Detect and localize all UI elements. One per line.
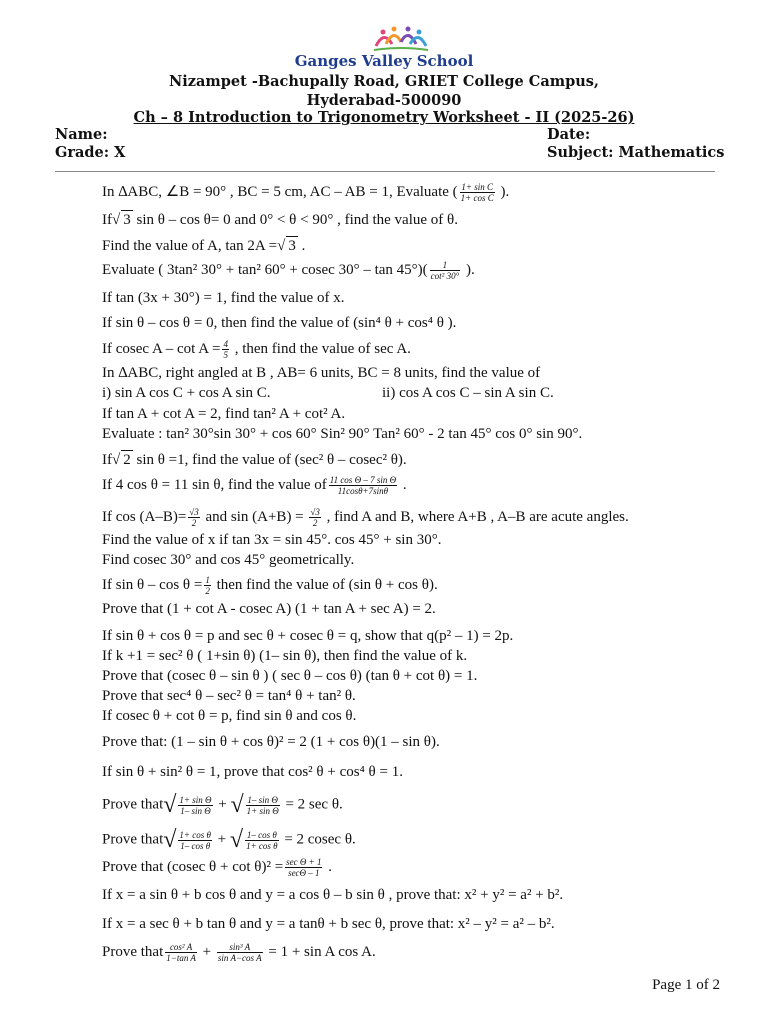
question-text-part: If tan A + cot A = 2, find tan² A + cot² A. [102,406,346,422]
sqrt-sign: √ [112,452,121,468]
question-text-part: If cos (A–B)= [102,508,187,525]
question-text-part: , then find the value of sec A. [230,340,411,357]
question-text-part: Find cosec 30° and cos 45° geometrically. [102,552,355,568]
fraction-numerator: 1 [205,575,210,585]
fraction-numerator: √3 [310,507,320,517]
question-text-part: In ∆ABC, right angled at B , AB= 6 units, BC = 8 units, find the value of [102,365,541,381]
question-text [102,687,356,705]
question-text-part: If sin θ + cos θ = p and sec θ + cosec θ = q, show that q(p² – 1) = 2p. [102,628,514,644]
school-name: Ganges Valley School [294,52,474,70]
question-text-part: + [198,943,215,960]
fraction-denominator: 11cosθ+7sinθ [337,486,389,496]
question-text-part: If tan (3x + 30°) = 1, find the value of x. [102,290,345,306]
fraction [309,507,320,528]
date-label: Date: [547,126,591,143]
fraction [217,942,263,963]
question-text [102,210,458,229]
question-text [102,647,467,665]
address-line-2: Hyderabad-500090 [306,92,462,109]
question-text [102,763,403,781]
question-text [102,405,345,423]
question-text-part: Prove that: (1 – sin θ + cos θ)² = 2 (1 + cos θ)(1 – sin θ). [102,734,440,750]
sqrt-sign: √ [112,212,121,228]
fraction-denominator: 1– cos θ [180,840,211,851]
question-text [102,667,477,685]
question-text [102,507,629,528]
sqrt-radicand: 3 [288,238,296,254]
fraction [178,795,212,816]
fraction [222,339,229,360]
fraction-denominator: 2 [191,518,197,528]
question-text-part: If 4 cos θ = 11 sin θ, find the value of [102,476,327,493]
fraction [188,507,199,528]
sqrt-sign: √ [163,827,177,853]
question-text-part: Prove that (cosec θ – sin θ ) ( sec θ – cos θ) (tan θ + cot θ) = 1. [102,668,478,684]
question-text [102,942,376,963]
question-text [102,857,332,878]
question-text [102,828,356,852]
fraction-numerator: 11 cos Θ – 7 sin Θ [329,475,397,485]
question-text-part: If cosec θ + cot θ = p, find sin θ and cos θ. [102,708,357,724]
question-text [102,364,540,382]
question-text [102,575,438,596]
fraction [329,475,397,496]
question-text [102,915,555,933]
fraction-denominator: 1+ cos θ [246,840,278,851]
fraction-numerator: 1+ cos θ [179,829,211,840]
question-text [102,289,344,307]
question-text-part: = 2 sec θ. [281,796,343,813]
question-text-part: If sin θ + sin² θ = 1, prove that cos² θ + cos⁴ θ = 1. [102,764,403,780]
question-text [102,339,411,360]
question-text-part: If x = a sec θ + b tan θ and y = a tanθ + b sec θ, prove that: x² – y² = a² – b². [102,916,555,932]
header-divider [55,171,715,172]
question-text-part: If x = a sin θ + b cos θ and y = a cos θ – b sin θ , prove that: x² + y² = a² + b². [102,887,564,903]
name-label: Name: [55,126,108,143]
sqrt-sign: √ [229,827,244,853]
question-text-part: If sin θ – cos θ = [102,576,203,593]
fraction-denominator: 2 [205,586,210,596]
question-text-part: Prove that (1 + cot A - cosec A) (1 + tan A + sec A) = 2. [102,601,436,617]
fraction-numerator: 1– cos θ [246,829,277,840]
question-text-part: ). [462,261,475,278]
fraction [165,942,197,963]
question-text-part: = 1 + sin A cos A. [264,943,376,960]
question-text [102,236,305,255]
question-text-part: If cosec A – cot A = [102,340,221,357]
fraction-numerator: sec Θ + 1 [286,857,322,867]
question-text-part: Prove that (cosec θ + cot θ)² = [102,858,284,875]
question-text-part: If sin θ – cos θ = 0, then find the value of (sin⁴ θ + cos⁴ θ ). [102,315,457,331]
question-text [102,260,475,281]
question-text-part: Find the value of x if tan 3x = sin 45°. cos 45° + sin 30°. [102,532,442,548]
question-text-part: then find the value of (sin θ + cos θ). [212,576,438,593]
sqrt-sign: √ [163,792,177,818]
question-text [102,733,440,751]
question-text-part: + [214,796,231,813]
question-text-part: sin θ – cos θ= 0 and 0° < θ < 90° , find the value of θ. [136,212,458,228]
fraction-numerator: 4 [223,339,228,349]
sqrt-sign: √ [277,238,286,254]
question-text [102,314,456,332]
fraction [430,260,461,281]
fraction-numerator: cos² A [165,942,197,953]
school-logo [370,26,432,54]
question-text-part: Prove that [102,796,164,813]
subpart-ii: ii) cos A cos C – sin A sin C. [382,385,554,401]
subject-label: Subject: Mathematics [547,144,725,161]
question-text-part: = 2 cosec θ. [280,831,356,848]
fraction-numerator: 1 [430,260,461,271]
worksheet-title: Ch – 8 Introduction to Trigonometry Worksheet - II (2025-26) [133,109,635,126]
fraction [285,857,322,878]
fraction-denominator: sin A−cos A [217,953,262,963]
question-text [102,425,582,443]
question-text-part: Evaluate : tan² 30°sin 30° + cos 60° Sin² 90° Tan² 60° - 2 tan 45° cos 0° sin 90°. [102,426,583,442]
fraction-numerator: sin³ A [217,942,263,953]
fraction [178,830,212,851]
fraction-numerator: 1+ sin Θ [179,794,212,805]
page-number: Page 1 of 2 [652,977,720,993]
grade-label: Grade: X [55,144,126,161]
fraction-denominator: cot² 30° [430,271,460,281]
question-text-part: In ∆ABC, ∠B = 90° , BC = 5 cm, AC – AB = 1, Evaluate ( [102,183,458,200]
question-text-part: , find A and B, where A+B , A–B are acute angles. [322,508,629,525]
fraction [245,830,279,851]
question-text-part: . [301,238,306,254]
sqrt-radicand: 2 [123,452,131,468]
question-text-part: If [102,452,112,468]
sqrt-radicand: 3 [123,212,131,228]
fraction-denominator: secΘ – 1 [288,868,320,878]
question-text [102,450,407,469]
question-text [102,886,563,904]
question-text-part: Evaluate ( 3tan² 30° + tan² 60° + cosec 30° – tan 45°)( [102,261,428,278]
fraction [460,182,495,203]
fraction-denominator: 1– sin Θ [180,805,211,816]
sqrt-sign: √ [230,792,244,818]
question-text [102,475,407,496]
question-text-part: If k +1 = sec² θ ( 1+sin θ) (1– sin θ), then find the value of k. [102,648,468,664]
fraction-denominator: 1+ cos C [460,193,494,203]
question-text [102,600,436,618]
fraction-denominator: 2 [312,518,318,528]
fraction-denominator: 1+ sin Θ [246,805,279,816]
question-text-part: Prove that sec⁴ θ – sec² θ = tan⁴ θ + tan² θ. [102,688,356,704]
question-text [102,182,509,203]
question-text-part: If [102,212,112,228]
question-text [102,707,356,725]
question-text-part: and sin (A+B) = [201,508,308,525]
question-text-part: + [213,831,230,848]
question-text-part: Find the value of A, tan 2A = [102,238,278,254]
fraction [204,575,211,596]
question-text-part: Prove that [102,831,164,848]
question-text [102,531,441,549]
fraction-numerator: √3 [189,507,199,517]
address-line-1: Nizampet -Bachupally Road, GRIET College Campus, [169,73,599,90]
question-text-part: Prove that [102,943,164,960]
question-text [102,627,513,645]
question-text-part: ). [496,183,510,200]
question-text-part: . [399,476,407,493]
question-text-part: sin θ =1, find the value of (sec² θ – cosec² θ). [136,452,407,468]
question-text [102,551,354,569]
question-text-part: . [324,858,332,875]
question-text [102,793,343,817]
subpart-i: i) sin A cos C + cos A sin C. [102,385,271,401]
fraction [246,795,280,816]
fraction-numerator: 1– sin Θ [247,794,278,805]
fraction-denominator: 5 [223,350,228,360]
fraction-denominator: 1−tan A [166,953,196,963]
fraction-numerator: 1+ sin C [461,182,493,192]
